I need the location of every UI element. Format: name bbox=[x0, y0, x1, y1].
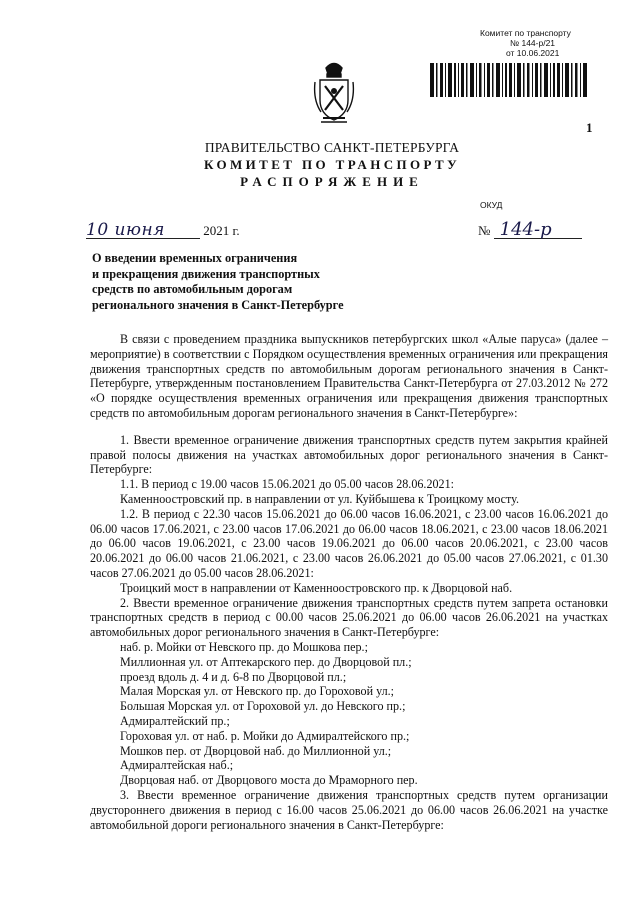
subject-line: средств по автомобильным дорогам bbox=[92, 282, 293, 296]
clause-3: 3. Ввести временное ограничение движения транспортных средств путем организации двустороннего движения в период с 16.00 часов 25.06.2021 до 06.00 часов 26.06.2021 на участке автомобильной дороги регионального значения в Санкт-Петербурге: bbox=[90, 787, 608, 832]
okud-label: ОКУД bbox=[480, 200, 503, 210]
clause-1: 1. Ввести временное ограничение движения транспортных средств путем закрытия крайней правой полосы движения на участках автомобильных дорог регионального значения в Санкт-Петербурге: bbox=[90, 432, 608, 477]
road-list-item: Малая Морская ул. от Невского пр. до Гороховой ул.; bbox=[120, 684, 395, 699]
subject-line: О введении временных ограничения bbox=[92, 251, 298, 265]
government-title: ПРАВИТЕЛЬСТВО САНКТ-ПЕТЕРБУРГА bbox=[204, 140, 460, 155]
barcode bbox=[430, 63, 590, 97]
stamp-committee: Комитет по транспорту bbox=[480, 28, 571, 38]
date-year: 2021 г. bbox=[203, 223, 240, 238]
road-list-item: Гороховая ул. от наб. р. Мойки до Адмиралтейского пр.; bbox=[120, 728, 410, 743]
handwritten-date: 10 июня bbox=[86, 222, 200, 239]
road-list-item: проезд вдоль д. 4 и д. 6-8 по Дворцовой пл.; bbox=[120, 669, 347, 684]
margin-mark: 1 bbox=[586, 120, 593, 135]
road-list-item: Адмиралтейская наб.; bbox=[120, 758, 234, 773]
clause-1-1: 1.1. В период с 19.00 часов 15.06.2021 до 05.00 часов 28.06.2021: bbox=[120, 477, 454, 492]
clause-1-1-road: Каменноостровский пр. в направлении от ул. Куйбышева к Троицкому мосту. bbox=[120, 491, 520, 506]
document-subject bbox=[92, 251, 392, 313]
stamp-date: от 10.06.2021 bbox=[506, 48, 560, 58]
intro-paragraph: В связи с проведением праздника выпускников петербургских школ «Алые паруса» (далее – мероприятие) в соответствии с Порядком осуществления временных ограничения или прекращения движения транспортных средств по автомобильным дорогам регионального значения в Санкт-Петербурге, утвержденным постановлением Правительства Санкт-Петербурга от 27.03.2012 № 272 «О порядке осуществления временных ограничения или прекращения движения транспортных средств по автомобильным дорогам регионального значения в Санкт-Петербурге»: bbox=[90, 332, 608, 420]
road-list-item: Адмиралтейский пр.; bbox=[120, 713, 230, 728]
road-list-item: Дворцовая наб. от Дворцового моста до Мраморного пер. bbox=[120, 773, 418, 788]
coat-of-arms-icon bbox=[313, 60, 355, 126]
subject-line: и прекращения движения транспортных bbox=[92, 266, 320, 281]
clause-1-2-road: Троицкий мост в направлении от Каменноостровского пр. к Дворцовой наб. bbox=[120, 580, 513, 595]
document-body bbox=[90, 332, 608, 832]
handwritten-number: 144-р bbox=[494, 222, 582, 239]
document-number bbox=[478, 219, 582, 240]
document-date bbox=[86, 222, 240, 239]
road-list-item: Мошков пер. от Дворцовой наб. до Миллионной ул.; bbox=[120, 743, 392, 758]
road-list-item: наб. р. Мойки от Невского пр. до Мошкова пер.; bbox=[120, 639, 368, 654]
subject-line: регионального значения в Санкт-Петербурге bbox=[92, 297, 344, 312]
stamp-number: № 144-р/21 bbox=[510, 38, 556, 48]
committee-title: КОМИТЕТ ПО ТРАНСПОРТУ bbox=[203, 157, 461, 172]
document-type: РАСПОРЯЖЕНИЕ bbox=[240, 174, 424, 189]
number-label: № bbox=[478, 223, 491, 238]
road-list-item: Большая Морская ул. от Гороховой ул. до Невского пр.; bbox=[120, 699, 406, 714]
clause-1-2: 1.2. В период с 22.30 часов 15.06.2021 до 06.00 часов 16.06.2021, с 23.00 часов 16.06.2021 до 06.00 часов 17.06.2021, с 23.00 часов 17.06.2021 до 06.00 часов 18.06.2021, с 23.00 часов 18.06.2021 до 06.00 часов 19.06.2021, с 23.00 часов 19.06.2021 до 06.00 часов 20.06.2021, с 23.00 часов 20.06.2021 до 06.00 часов 21.06.2021, с 23.00 часов 26.06.2021 до 05.00 часов 27.06.2021, с 01.30 часов 27.06.2021 до 05.00 часов 28.06.2021: bbox=[90, 506, 608, 580]
road-list-item: Миллионная ул. от Аптекарского пер. до Дворцовой пл.; bbox=[120, 654, 412, 669]
clause-2: 2. Ввести временное ограничение движения транспортных средств путем запрета остановки транспортных средств в период с 00.00 часов 25.06.2021 до 06.00 часов 26.06.2021 на участках автомобильных дорог регионального значения в Санкт-Петербурге: bbox=[90, 595, 608, 640]
registration-stamp bbox=[478, 28, 588, 58]
